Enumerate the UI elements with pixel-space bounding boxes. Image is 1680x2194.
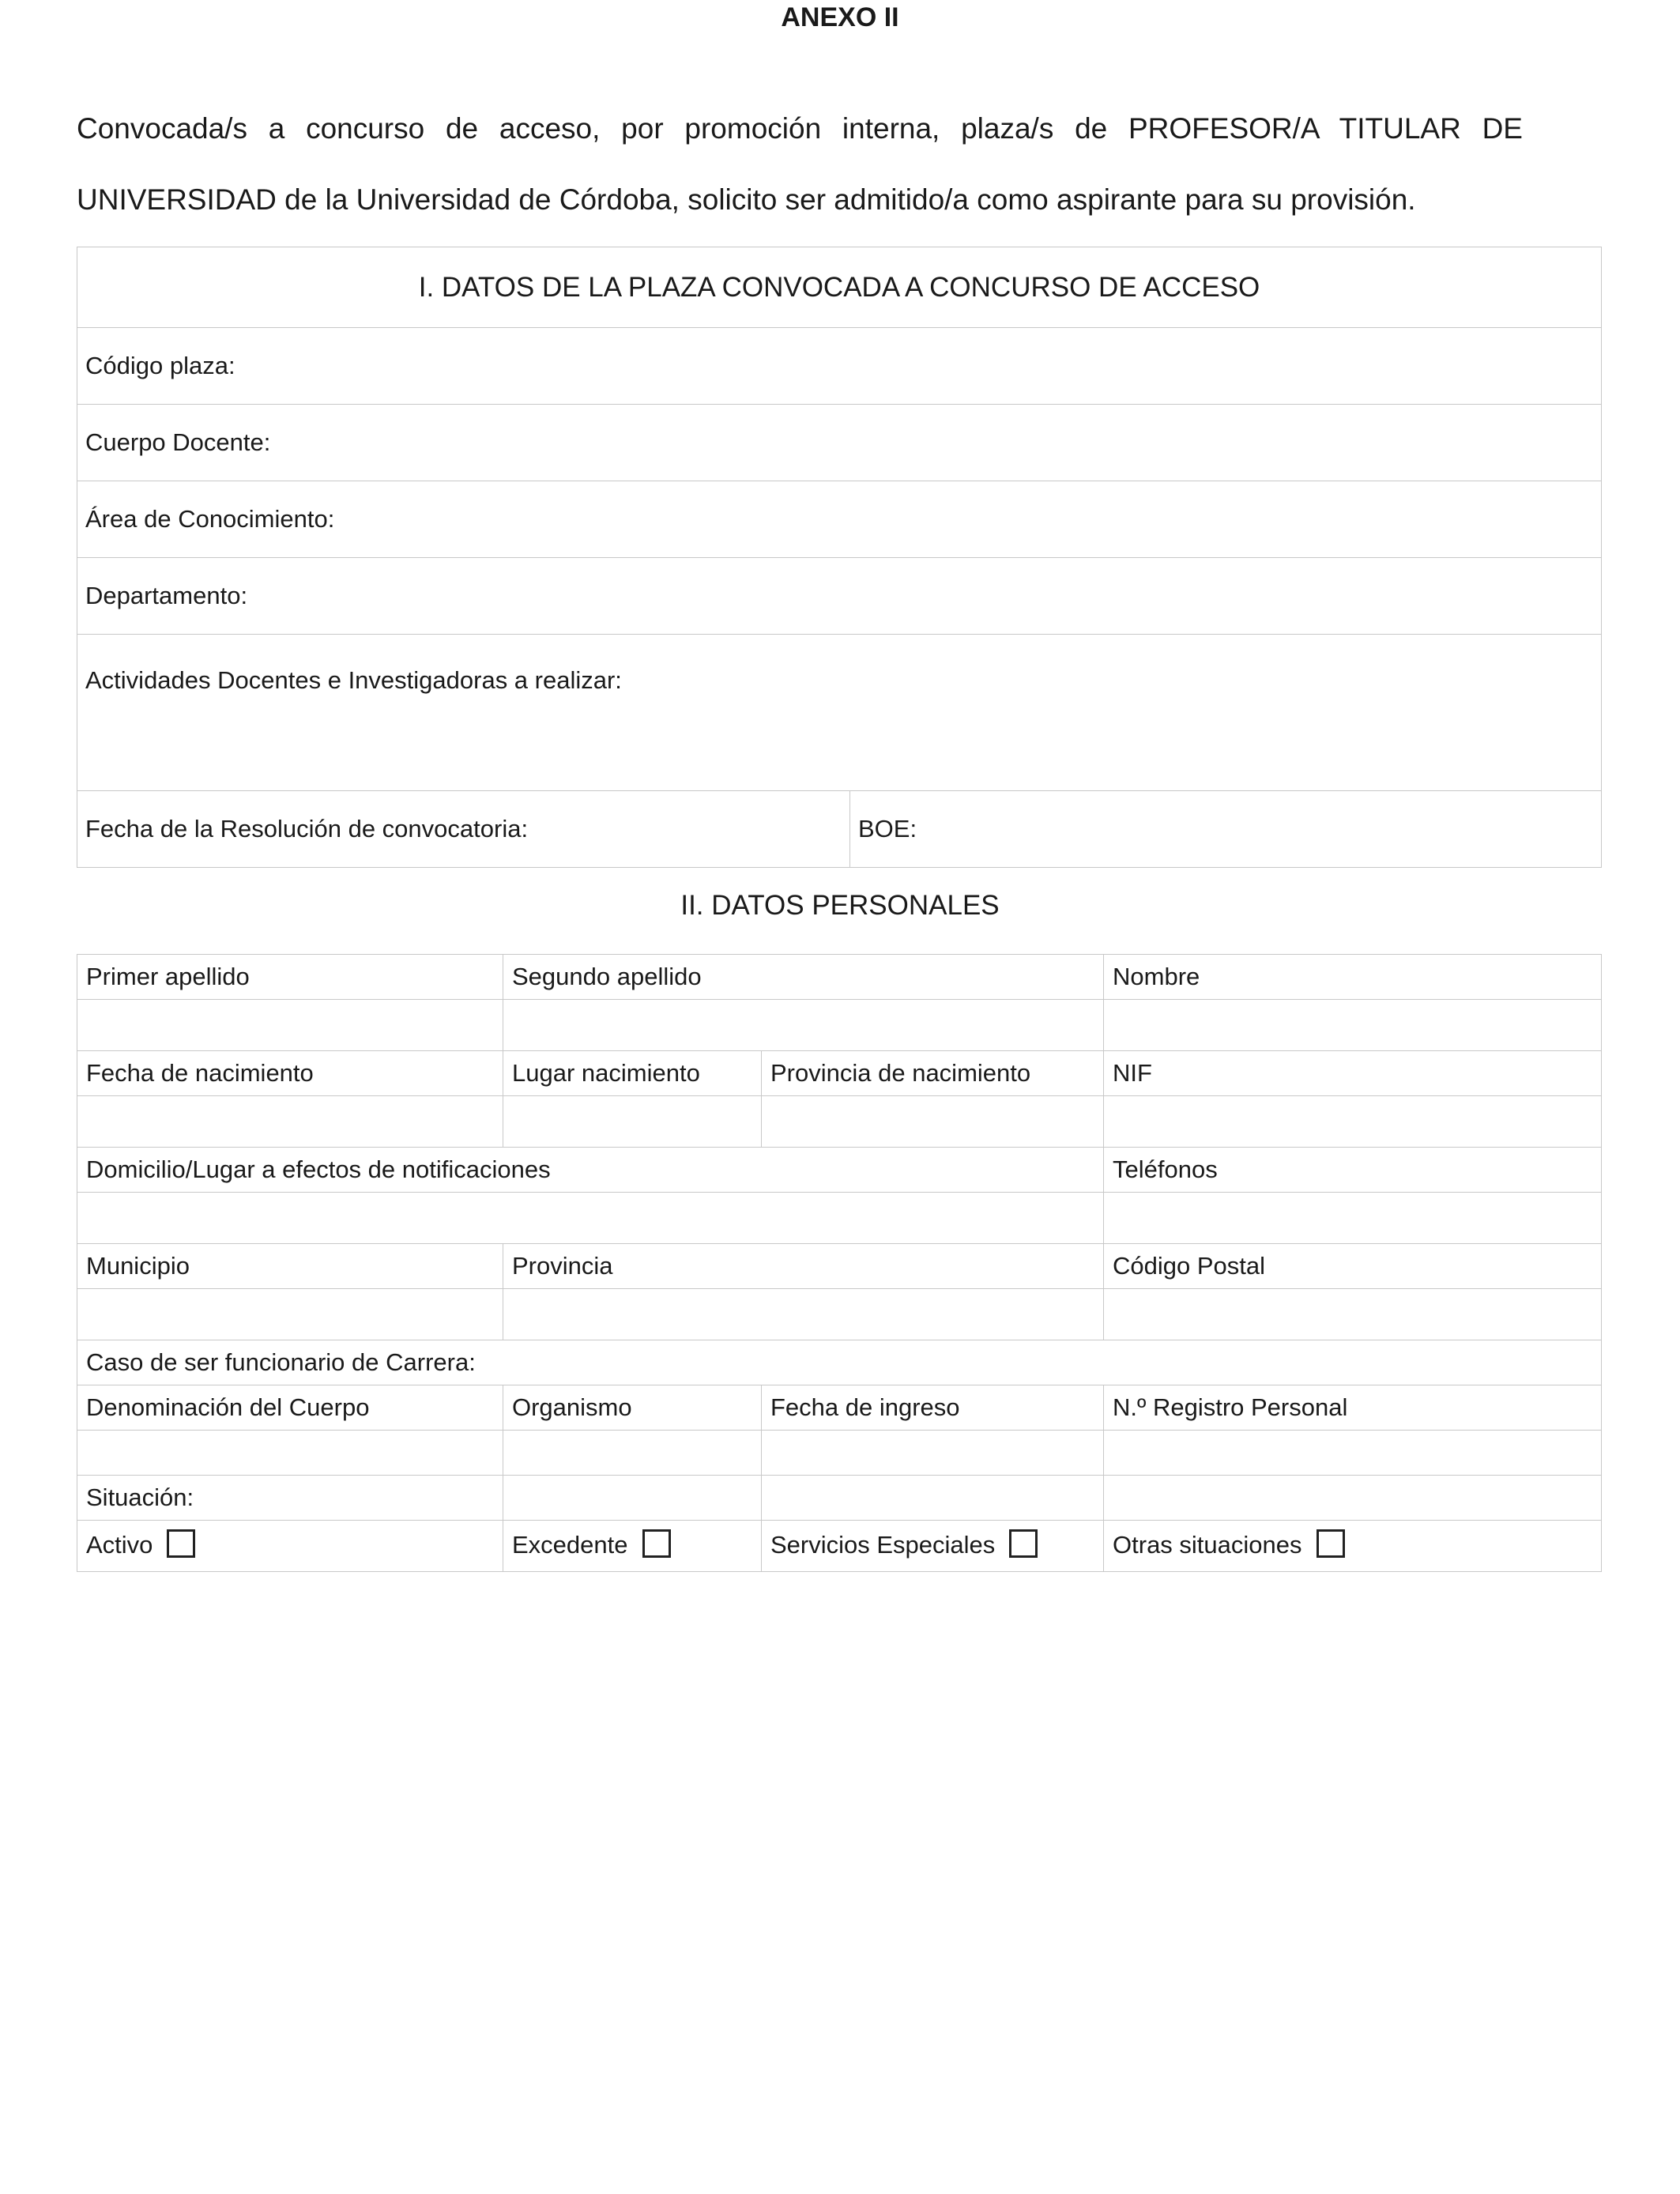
nombre-input[interactable] — [1104, 1000, 1602, 1051]
servicios-especiales-checkbox[interactable] — [1009, 1529, 1038, 1558]
fecha-ingreso-input[interactable] — [762, 1431, 1104, 1476]
fecha-nacimiento-label: Fecha de nacimiento — [77, 1051, 503, 1096]
excedente-option — [503, 1521, 762, 1572]
telefonos-input[interactable] — [1104, 1193, 1602, 1244]
situacion-empty-cell — [503, 1476, 762, 1521]
caso-funcionario-label: Caso de ser funcionario de Carrera: — [77, 1340, 1602, 1385]
otras-situaciones-option — [1104, 1521, 1602, 1572]
nif-input[interactable] — [1104, 1096, 1602, 1148]
section1-title: I. DATOS DE LA PLAZA CONVOCADA A CONCURSO DE ACCESO — [77, 247, 1602, 328]
organismo-label: Organismo — [503, 1385, 762, 1431]
area-conocimiento-field[interactable]: Área de Conocimiento: — [77, 481, 1602, 558]
activo-label: Activo — [86, 1531, 153, 1559]
domicilio-input[interactable] — [77, 1193, 1104, 1244]
lugar-nacimiento-label: Lugar nacimiento — [503, 1051, 762, 1096]
actividades-field[interactable]: Actividades Docentes e Investigadoras a realizar: — [77, 635, 1602, 791]
otras-situaciones-checkbox[interactable] — [1317, 1529, 1345, 1558]
segundo-apellido-input[interactable] — [503, 1000, 1104, 1051]
situacion-label: Situación: — [77, 1476, 503, 1521]
fecha-nacimiento-input[interactable] — [77, 1096, 503, 1148]
intro-line-2: UNIVERSIDAD de la Universidad de Córdoba, solicito ser admitido/a como aspirante para su provisión. — [77, 183, 1416, 216]
nif-label: NIF — [1104, 1051, 1602, 1096]
nombre-label: Nombre — [1104, 955, 1602, 1000]
provincia-nacimiento-input[interactable] — [762, 1096, 1104, 1148]
situacion-empty-cell — [1104, 1476, 1602, 1521]
servicios-especiales-label: Servicios Especiales — [770, 1531, 996, 1559]
fecha-resolucion-field[interactable]: Fecha de la Resolución de convocatoria: — [77, 791, 850, 868]
municipio-input[interactable] — [77, 1289, 503, 1340]
telefonos-label: Teléfonos — [1104, 1148, 1602, 1193]
denominacion-cuerpo-label: Denominación del Cuerpo — [77, 1385, 503, 1431]
fecha-ingreso-label: Fecha de ingreso — [762, 1385, 1104, 1431]
lugar-nacimiento-input[interactable] — [503, 1096, 762, 1148]
provincia-label: Provincia — [503, 1244, 1104, 1289]
organismo-input[interactable] — [503, 1431, 762, 1476]
municipio-label: Municipio — [77, 1244, 503, 1289]
section2-title: II. DATOS PERSONALES — [680, 890, 1000, 921]
plaza-data-table — [77, 247, 1602, 868]
codigo-plaza-field[interactable]: Código plaza: — [77, 328, 1602, 405]
denominacion-cuerpo-input[interactable] — [77, 1431, 503, 1476]
provincia-input[interactable] — [503, 1289, 1104, 1340]
domicilio-label: Domicilio/Lugar a efectos de notificaciones — [77, 1148, 1104, 1193]
situacion-empty-cell — [762, 1476, 1104, 1521]
registro-personal-label: N.º Registro Personal — [1104, 1385, 1602, 1431]
registro-personal-input[interactable] — [1104, 1431, 1602, 1476]
activo-checkbox[interactable] — [167, 1529, 195, 1558]
excedente-checkbox[interactable] — [642, 1529, 671, 1558]
primer-apellido-input[interactable] — [77, 1000, 503, 1051]
codigo-postal-label: Código Postal — [1104, 1244, 1602, 1289]
activo-option — [77, 1521, 503, 1572]
cuerpo-docente-field[interactable]: Cuerpo Docente: — [77, 405, 1602, 481]
personal-data-table — [77, 954, 1602, 1572]
intro-line-1: Convocada/s a concurso de acceso, por promoción interna, plaza/s de PROFESOR/A TITULAR DE — [77, 112, 1523, 145]
servicios-especiales-option — [762, 1521, 1104, 1572]
page-title: ANEXO II — [781, 2, 899, 32]
otras-situaciones-label: Otras situaciones — [1113, 1531, 1302, 1559]
provincia-nacimiento-label: Provincia de nacimiento — [762, 1051, 1104, 1096]
codigo-postal-input[interactable] — [1104, 1289, 1602, 1340]
primer-apellido-label: Primer apellido — [77, 955, 503, 1000]
excedente-label: Excedente — [512, 1531, 628, 1559]
departamento-field[interactable]: Departamento: — [77, 558, 1602, 635]
intro-paragraph — [77, 93, 1523, 236]
segundo-apellido-label: Segundo apellido — [503, 955, 1104, 1000]
boe-field[interactable]: BOE: — [850, 791, 1602, 868]
